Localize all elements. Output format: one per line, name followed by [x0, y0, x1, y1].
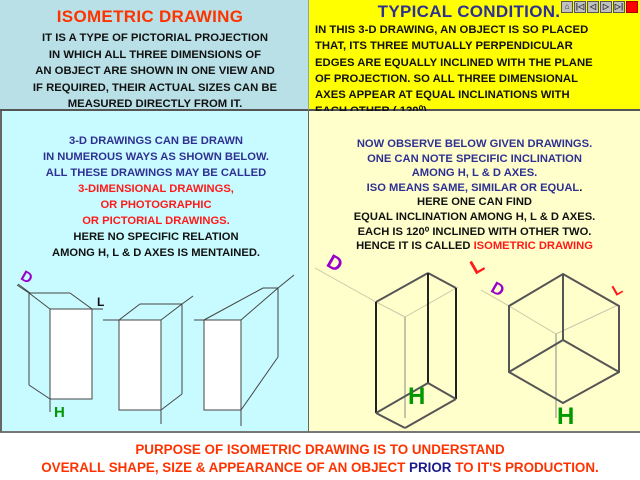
pictorial-box-2 [103, 296, 193, 424]
text-line: ALL THESE DRAWINGS MAY BE CALLED [45, 167, 267, 179]
text-line: HERE ONE CAN FIND [417, 196, 532, 209]
axis-label-l: L [97, 295, 105, 309]
first-icon: |◁ [575, 2, 585, 11]
text-line: OR PHOTOGRAPHIC [100, 199, 212, 211]
pictorial-box-1 [17, 284, 103, 412]
panel-title-isometric-drawing: ISOMETRIC DRAWING [56, 7, 244, 26]
text-line: EDGES ARE EQUALLY INCLINED WITH THE PLANE [315, 56, 593, 69]
footer-line: PURPOSE OF ISOMETRIC DRAWING IS TO UNDERSTAND [135, 442, 505, 457]
footer-line [0, 459, 640, 477]
text-line: IN THIS 3-D DRAWING, AN OBJECT IS SO PLACED [315, 24, 589, 36]
text-line: IN NUMEROUS WAYS AS SHOWN BELOW. [42, 151, 270, 163]
highlight-prior: PRIOR [409, 460, 452, 475]
text-line: IT IS A TYPE OF PICTORIAL PROJECTION [42, 32, 268, 44]
text-line: OR PICTORIAL DRAWINGS. [82, 215, 230, 227]
text-line: NOW OBSERVE BELOW GIVEN DRAWINGS. [356, 138, 593, 150]
text-span: . [579, 181, 583, 194]
text-line: AN OBJECT ARE SHOWN IN ONE VIEW AND [35, 65, 275, 77]
isometric-prism [315, 268, 458, 428]
panel-title-typical-condition: TYPICAL CONDITION. [377, 2, 561, 21]
text-span: TO IT'S PRODUCTION. [451, 460, 599, 475]
prism-axis-label-h: H [408, 383, 426, 410]
next-icon: ▷ [602, 2, 610, 11]
text-line: AMONG H, L & D AXES. [411, 167, 538, 180]
last-icon: ▷| [614, 2, 624, 11]
text-line: THAT, ITS THREE MUTUALLY PERPENDICULAR [315, 40, 573, 53]
text-line: IN WHICH ALL THREE DIMENSIONS OF [48, 48, 262, 61]
home-icon: ⌂ [564, 2, 570, 11]
text-line: EACH IS 120⁰ INCLINED WITH OTHER TWO. [357, 225, 592, 238]
text-line: AMONG H, L & D AXES IS MENTAINED. [51, 247, 261, 259]
axis-label-h: H [54, 404, 65, 421]
text-line: IF REQUIRED, THEIR ACTUAL SIZES CAN BE [32, 81, 278, 94]
prism-axis-label-l: L [466, 254, 489, 280]
cube-axis-label-d: D [487, 278, 508, 301]
purpose-statement [0, 441, 640, 477]
text-line: 3-DIMENSIONAL DRAWINGS, [78, 183, 234, 195]
previous-icon: ◁ [589, 2, 597, 11]
isometric-cube [481, 274, 619, 418]
text-span: ISO MEANS SAME, SIMILAR OR EQUAL [366, 181, 580, 194]
text-span: ISOMETRIC DRAWING [473, 240, 593, 253]
prism-axis-label-d: D [322, 250, 347, 277]
cube-axis-label-h: H [557, 403, 575, 430]
axis-label-d: D [17, 267, 36, 288]
text-line: AXES APPEAR AT EQUAL INCLINATIONS WITH [315, 89, 570, 102]
cube-axis-label-l: L [609, 280, 626, 300]
text-line: EQUAL INCLINATION AMONG H, L & D AXES. [353, 210, 596, 223]
text-line: ONE CAN NOTE SPECIFIC INCLINATION [367, 152, 582, 165]
text-span: HENCE IT IS CALLED [356, 240, 474, 253]
text-line: HERE NO SPECIFIC RELATION [73, 231, 239, 243]
text-line: MEASURED DIRECTLY FROM IT. [67, 98, 243, 110]
text-span: OVERALL SHAPE, SIZE & APPEARANCE OF AN OBJECT [41, 460, 410, 475]
text-line: OF PROJECTION. SO ALL THREE DIMENSIONAL [315, 72, 578, 85]
pictorial-box-3 [194, 275, 294, 426]
text-line: 3-D DRAWINGS CAN BE DRAWN [68, 135, 244, 147]
